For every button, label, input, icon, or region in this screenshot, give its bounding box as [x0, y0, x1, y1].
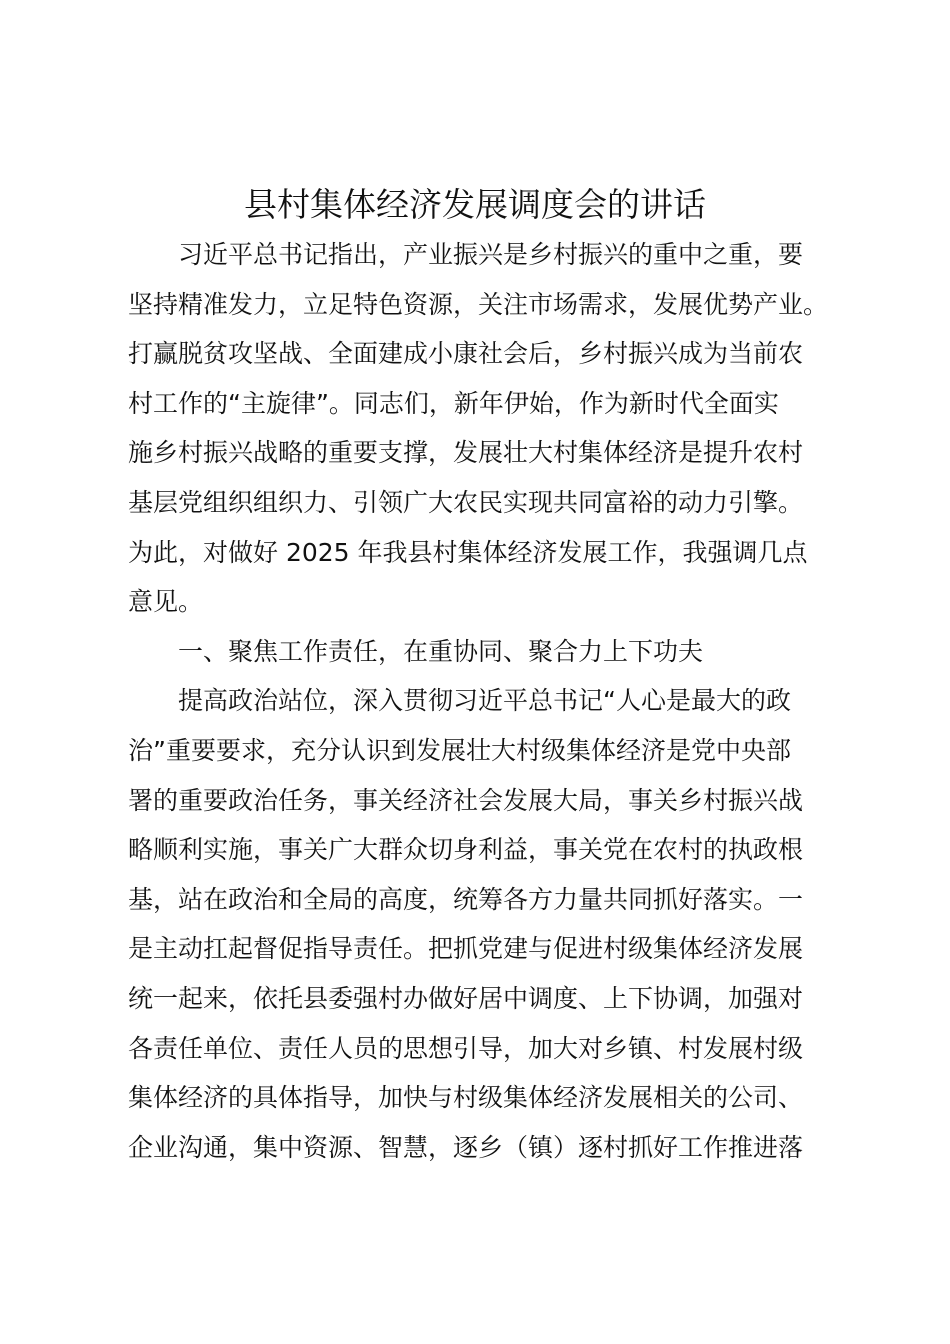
body-line: 略顺利实施，事关广大群众切身利益，事关党在农村的执政根	[128, 835, 804, 865]
body-line: 坚持精准发力，立足特色资源，关注市场需求，发展优势产业。	[128, 289, 829, 319]
document-body	[128, 230, 848, 1172]
body-line: 施乡村振兴战略的重要支撑，发展壮大村集体经济是提升农村	[128, 438, 804, 468]
body-line: 基，站在政治和全局的高度，统筹各方力量共同抓好落实。一	[128, 884, 804, 914]
body-line: 各责任单位、责任人员的思想引导，加大对乡镇、村发展村级	[128, 1033, 804, 1063]
body-line: 治”重要要求，充分认识到发展壮大村级集体经济是党中央部	[128, 735, 791, 765]
body-line: 署的重要政治任务，事关经济社会发展大局，事关乡村振兴战	[128, 785, 804, 815]
body-line: 企业沟通，集中资源、智慧，逐乡（镇）逐村抓好工作推进落	[128, 1132, 804, 1162]
body-line: 打赢脱贫攻坚战、全面建成小康社会后，乡村振兴成为当前农	[128, 339, 804, 369]
body-line: 为此，对做好 2025 年我县村集体经济发展工作，我强调几点	[128, 537, 808, 567]
document-title: 县村集体经济发展调度会的讲话	[244, 185, 706, 224]
body-line: 村工作的“主旋律”。同志们，新年伊始，作为新时代全面实	[128, 388, 779, 418]
body-line: 提高政治站位，深入贯彻习近平总书记“人心是最大的政	[128, 686, 791, 716]
body-line: 基层党组织组织力、引领广大农民实现共同富裕的动力引擎。	[128, 487, 804, 517]
body-line: 集体经济的具体指导，加快与村级集体经济发展相关的公司、	[128, 1083, 804, 1113]
section-heading: 一、聚焦工作责任，在重协同、聚合力上下功夫	[128, 636, 704, 666]
body-line: 习近平总书记指出，产业振兴是乡村振兴的重中之重，要	[128, 240, 804, 269]
body-line: 统一起来，依托县委强村办做好居中调度、上下协调，加强对	[128, 983, 804, 1013]
body-line: 是主动扛起督促指导责任。把抓党建与促进村级集体经济发展	[128, 934, 804, 964]
body-line: 意见。	[128, 587, 204, 617]
